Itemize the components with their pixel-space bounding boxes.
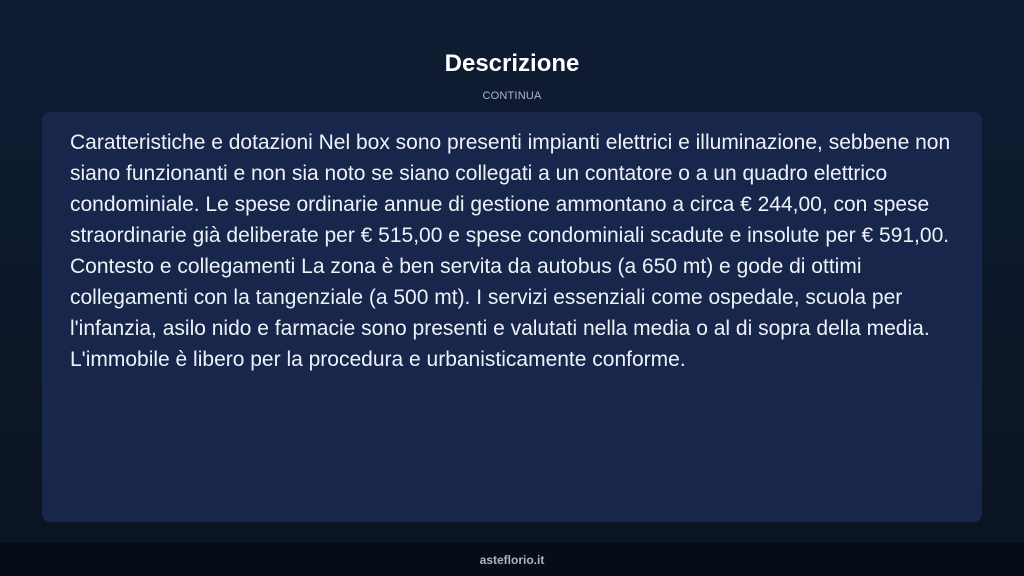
- footer-brand: asteflorio.it: [479, 552, 545, 567]
- page-subtitle: CONTINUA: [482, 90, 542, 102]
- description-text: Caratteristiche e dotazioni Nel box sono presenti impianti elettrici e illuminazione, sebbene non siano funzionanti e non sia noto se siano collegati a un contatore o a un quadro elettrico condominiale. Le spese ordinarie annue di gestione ammontano a circa € 244,00, con spese straordinarie già deliberate per € 515,00 e spese condominiali scadute e insolute per € 591,00. Contesto e collegamenti La zona è ben servita da autobus (a 650 mt) e gode di ottimi collegamenti con la tangenziale (a 500 mt). I servizi essenziali come ospedale, scuola per l'infanzia, asilo nido e farmacie sono presenti e valutati nella media o al di sopra della media. L'immobile è libero per la procedura e urbanisticamente conforme.: [70, 131, 951, 371]
- description-card: [42, 112, 982, 522]
- page-title: Descrizione: [444, 50, 580, 77]
- footer: [0, 543, 1024, 576]
